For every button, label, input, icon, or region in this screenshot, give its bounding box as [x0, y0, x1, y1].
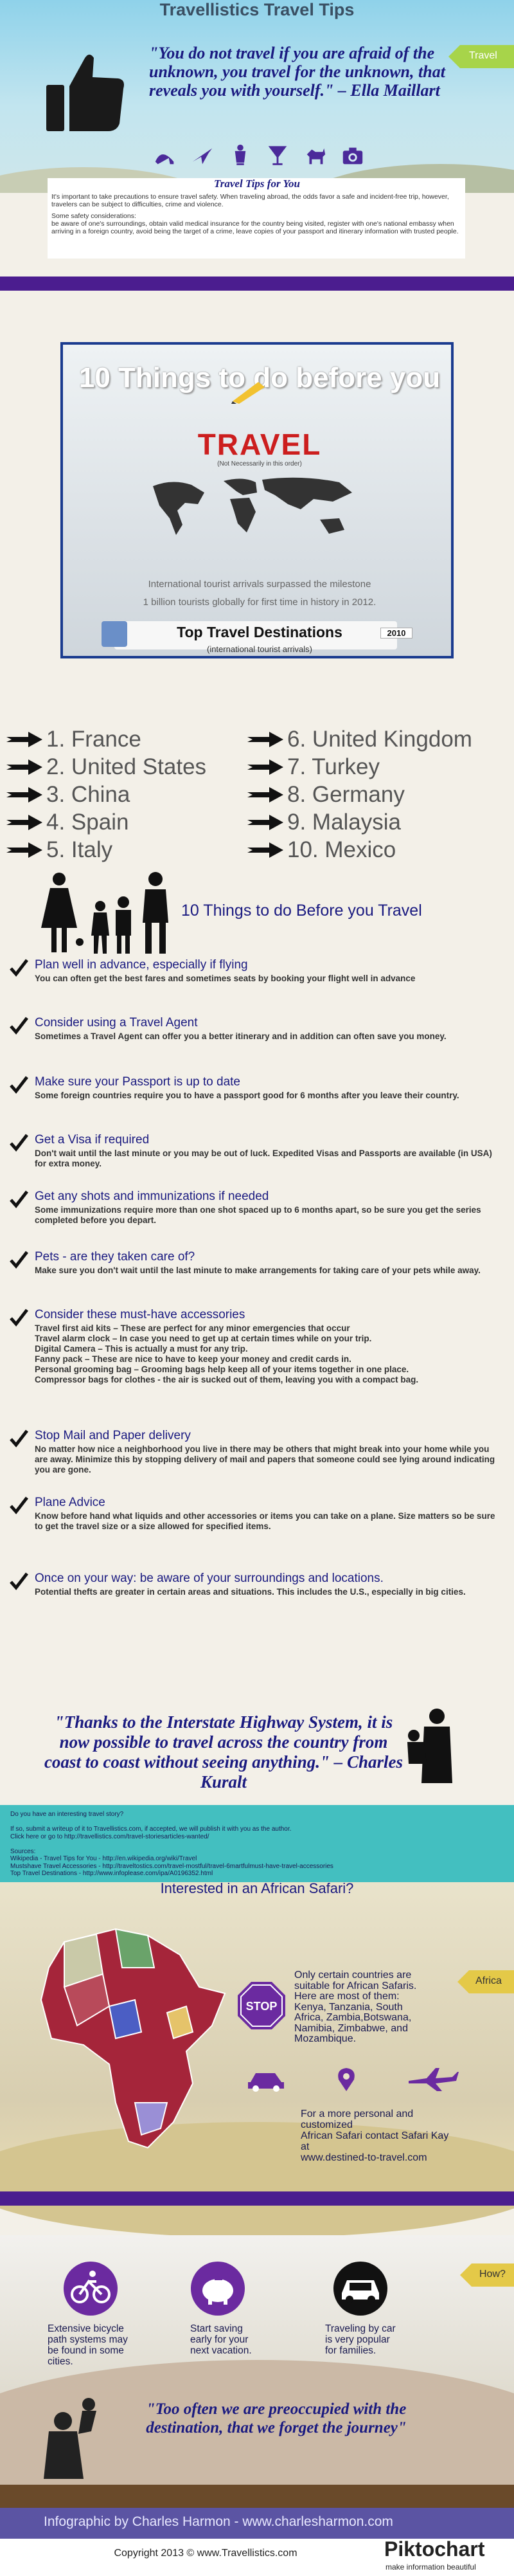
checklist-description: Sometimes a Travel Agent can offer you a better itinerary and in addition can often save you money.: [35, 1031, 447, 1041]
thumbs-up-icon: [44, 46, 127, 136]
travel-tips-text: [51, 193, 463, 235]
saving-text: Start saving early for your next vacation.: [190, 2323, 252, 2356]
checklist-title: Get any shots and immunizations if needed: [35, 1190, 269, 1203]
story-info-text[interactable]: Do you have an interesting travel story? If so, submit a writeup of it to Travellistics.com, if accepted, we will publish it with you as the author. Click here or go to http://travellistics.com/travel-storiesarticles-wanted/ Sources: Wikipedia - Travel Tips for You - http://en.wikipedia.org/wiki/Travel Mustshave Travel Accessories - http://traveltostics.com/travel-mostful/travel-6martfulmust-have-travel-accessories Top Travel Destinations - http://www.infoplease.com/ipa/A0196352.html: [10, 1811, 333, 1877]
destination-label: 5. Italy: [46, 837, 113, 862]
checklist-description: Some foreign countries require you to have a passport good for 6 months after you leave their country.: [35, 1091, 459, 1100]
bicycle-text: Extensive bicycle path systems may be found in some cities.: [48, 2323, 128, 2367]
header-quote: "You do not travel if you are afraid of the unknown, you travel for the unknown, that reveals you with yourself." – Ella Maillart: [149, 44, 445, 100]
checkmark-icon: [9, 1429, 28, 1448]
tips-paragraph-intro: It's important to take precautions to ensure travel safety. When traveling abroad, the odds favor a safe and incident-free trip, however, travelers can be subject to difficulties, crime and violence.: [51, 193, 449, 208]
travel-icon-row: [153, 141, 365, 170]
safari-icon-row: [247, 2065, 459, 2094]
checklist-item: [9, 1308, 504, 1385]
checklist-item: [9, 1133, 504, 1169]
checklist-title: Plane Advice: [35, 1496, 105, 1509]
dog-icon: [303, 143, 328, 168]
family-silhouette-icon: [37, 871, 175, 955]
checklist-title: Stop Mail and Paper delivery: [35, 1429, 191, 1442]
section-tag-how: How?: [472, 2263, 514, 2287]
checklist-title: Plan well in advance, especially if flying: [35, 958, 248, 972]
checklist-item: [9, 1572, 504, 1597]
arrow-icon: [6, 732, 42, 747]
checklist-description: No matter how nice a neighborhood you live in there may be others that might break into your home while you are away. Minimize this by stopping delivery of mail and papers that someone could see lying around indicating you are gone.: [35, 1444, 495, 1474]
kuralt-quote: "Thanks to the Interstate Highway System, it is now possible to travel across the country from coast to coast without seeing anything." – Charles Kuralt: [44, 1712, 403, 1791]
destination-item: [247, 753, 514, 781]
destination-label: 1. France: [46, 727, 141, 752]
plane-icon: [190, 143, 215, 168]
checkmark-icon: [9, 1496, 28, 1515]
camera-icon: [341, 143, 365, 168]
arrow-icon: [6, 787, 42, 803]
checklist-description: Some immunizations require more than one shot spaced up to 6 months apart, so be sure you get the series completed before you depart.: [35, 1205, 481, 1225]
destination-item: [6, 753, 251, 781]
checkmark-icon: [9, 1016, 28, 1035]
checklist-title: Pets - are they taken care of?: [35, 1250, 195, 1264]
section-tag-travel: Travel: [460, 45, 514, 68]
footer-copyright[interactable]: Copyright 2013 © www.Travellistics.com: [114, 2548, 297, 2559]
destination-label: 9. Malaysia: [287, 810, 402, 835]
car-travel-text: Traveling by car is very popular for families.: [325, 2323, 396, 2356]
ground-band: [0, 2485, 514, 2508]
checklist-item: [9, 1016, 504, 1042]
arrow-icon: [247, 815, 283, 830]
mother-child-silhouette-icon: [30, 2395, 107, 2479]
checklist-item: [9, 1190, 504, 1226]
tips-paragraph-list: be aware of one's surroundings, obtain valid medical insurance for the country being visited, register with one's national embassy when arriving in a foreign country, avoid being the target of a crime, leave copies of your passport and itinerary information with trusted people.: [51, 220, 459, 235]
piggy-bank-icon: [190, 2261, 245, 2316]
travel-poster: [60, 342, 454, 658]
checklist-item: [9, 1496, 504, 1532]
poster-year-badge: 2010: [380, 628, 412, 639]
poster-destinations-subtitle: (international tourist arrivals): [206, 644, 312, 654]
arrow-icon: [6, 815, 42, 830]
checklist-title: Get a Visa if required: [35, 1133, 150, 1147]
poster-note: (Not Necessarily in this order): [217, 460, 302, 467]
pencil-icon: [230, 378, 269, 404]
cocktail-icon: [265, 143, 290, 168]
africa-heading: Interested in an African Safari?: [160, 1880, 354, 1896]
destination-label: 3. China: [46, 782, 130, 807]
checkmark-icon: [9, 1133, 28, 1152]
destination-item: [247, 808, 514, 836]
section-tag-africa: Africa: [469, 1970, 514, 1993]
destinations-list-left: [6, 725, 251, 864]
checklist-title: Consider using a Travel Agent: [35, 1016, 198, 1029]
journey-quote: "Too often we are preoccupied with the destination, that we forget the journey": [146, 2400, 407, 2436]
page-title: Travellistics Travel Tips: [159, 0, 355, 19]
arrow-icon: [6, 759, 42, 775]
checklist-item: [9, 1429, 504, 1475]
safari-contact-text[interactable]: For a more personal and customized African Safari contact Safari Kay at www.destined-to-travel.com: [301, 2109, 449, 2163]
arrow-icon: [247, 787, 283, 803]
travel-tips-title: Travel Tips for You: [214, 177, 300, 190]
africa-map-icon: [39, 1916, 231, 2155]
destination-item: [6, 725, 251, 753]
checklist-item: [9, 958, 504, 984]
poster-heading: 10 Things to do before you: [78, 362, 441, 394]
arrow-icon: [247, 732, 283, 747]
tips-paragraph-label: Some safety considerations:: [51, 212, 136, 220]
car-icon: [247, 2067, 285, 2092]
poster-travel-word: TRAVEL: [197, 428, 322, 461]
traveler-icon: [228, 143, 253, 168]
poster-stat-line2: 1 billion tourists globally for first time in history in 2012.: [143, 597, 377, 608]
checklist-item: [9, 1075, 504, 1101]
checklist-description: Know before hand what liquids and other accessories or items you can take on a plane. Size matters so be sure to get the travel size or a size allowed for specified items.: [35, 1511, 495, 1531]
poster-stat-line1: International tourist arrivals surpassed the milestone: [148, 579, 371, 590]
destination-item: [247, 836, 514, 864]
destination-item: [6, 808, 251, 836]
checklist-title: Once on your way: be aware of your surroundings and locations.: [35, 1572, 384, 1585]
heels-icon: [153, 143, 177, 168]
destination-item: [247, 725, 514, 753]
checklist-title: Make sure your Passport is up to date: [35, 1075, 240, 1089]
destination-label: 8. Germany: [287, 782, 405, 807]
footer-credit[interactable]: Infographic by Charles Harmon - www.charlesharmon.com: [44, 2514, 393, 2529]
divider-bar: [0, 2191, 514, 2206]
checkmark-icon: [9, 958, 28, 977]
parent-child-silhouette-icon: [398, 1707, 456, 1784]
safari-countries-text: Only certain countries are suitable for African Safaris. Here are most of them: Kenya, Tanzania, South Africa, Zambia,Botswana, Namibia, Zimbabwe, and Mozambique.: [294, 1970, 417, 2044]
destination-label: 2. United States: [46, 754, 207, 779]
arrow-icon: [247, 759, 283, 775]
things-heading: 10 Things to do Before you Travel: [181, 902, 422, 920]
checkmark-icon: [9, 1190, 28, 1209]
checkmark-icon: [9, 1075, 28, 1094]
destination-item: [247, 781, 514, 808]
world-map-icon: [146, 473, 371, 544]
checklist-description: You can often get the best fares and sometimes seats by booking your flight well in advance: [35, 974, 416, 983]
checklist-description: Don't wait until the last minute or you may be out of luck. Expedited Visas and Passports are available (in USA) for extra money.: [35, 1148, 492, 1168]
checklist-description: Potential thefts are greater in certain areas and situations. This includes the U.S., especially in big cities.: [35, 1587, 466, 1597]
destination-label: 10. Mexico: [287, 837, 396, 862]
checklist-description: Make sure you don't wait until the last minute to make arrangements for taking care of your pets while away.: [35, 1265, 481, 1275]
airplane-icon: [407, 2067, 459, 2092]
piktochart-logo[interactable]: Piktochart: [384, 2537, 485, 2561]
destinations-list-right: [247, 725, 514, 864]
car-icon: [333, 2261, 388, 2316]
destination-label: 6. United Kingdom: [287, 727, 472, 752]
checklist-item: [9, 1250, 504, 1276]
stop-sign-label: STOP: [245, 2000, 278, 2013]
bicycle-icon: [63, 2261, 118, 2316]
checklist-description: Travel first aid kits – These are perfect for any minor emergencies that occur Travel alarm clock – In case you need to get up at certain times while on your trip. Digital Camera – This is actually a must for any trip. Fanny pack – These are nice to have to keep your money and credit cards in. Personal grooming bag – Grooming bags help keep all of your items together in one place. Compressor bags for clothes - the air is sucked out of them, leaving you with a compact bag.: [35, 1323, 419, 1384]
destination-label: 4. Spain: [46, 810, 129, 835]
stop-sign-icon: [236, 1981, 287, 2031]
location-pin-icon: [333, 2067, 359, 2092]
destination-item: [6, 781, 251, 808]
destination-item: [6, 836, 251, 864]
checklist-title: Consider these must-have accessories: [35, 1308, 245, 1321]
divider-bar: [0, 277, 514, 291]
poster-destinations-title: Top Travel Destinations: [177, 624, 342, 640]
checkmark-icon: [9, 1250, 28, 1269]
piktochart-tagline: make information beautiful: [386, 2562, 476, 2571]
arrow-icon: [6, 842, 42, 858]
checkmark-icon: [9, 1308, 28, 1327]
arrow-icon: [247, 842, 283, 858]
checkmark-icon: [9, 1572, 28, 1591]
destination-label: 7. Turkey: [287, 754, 380, 779]
